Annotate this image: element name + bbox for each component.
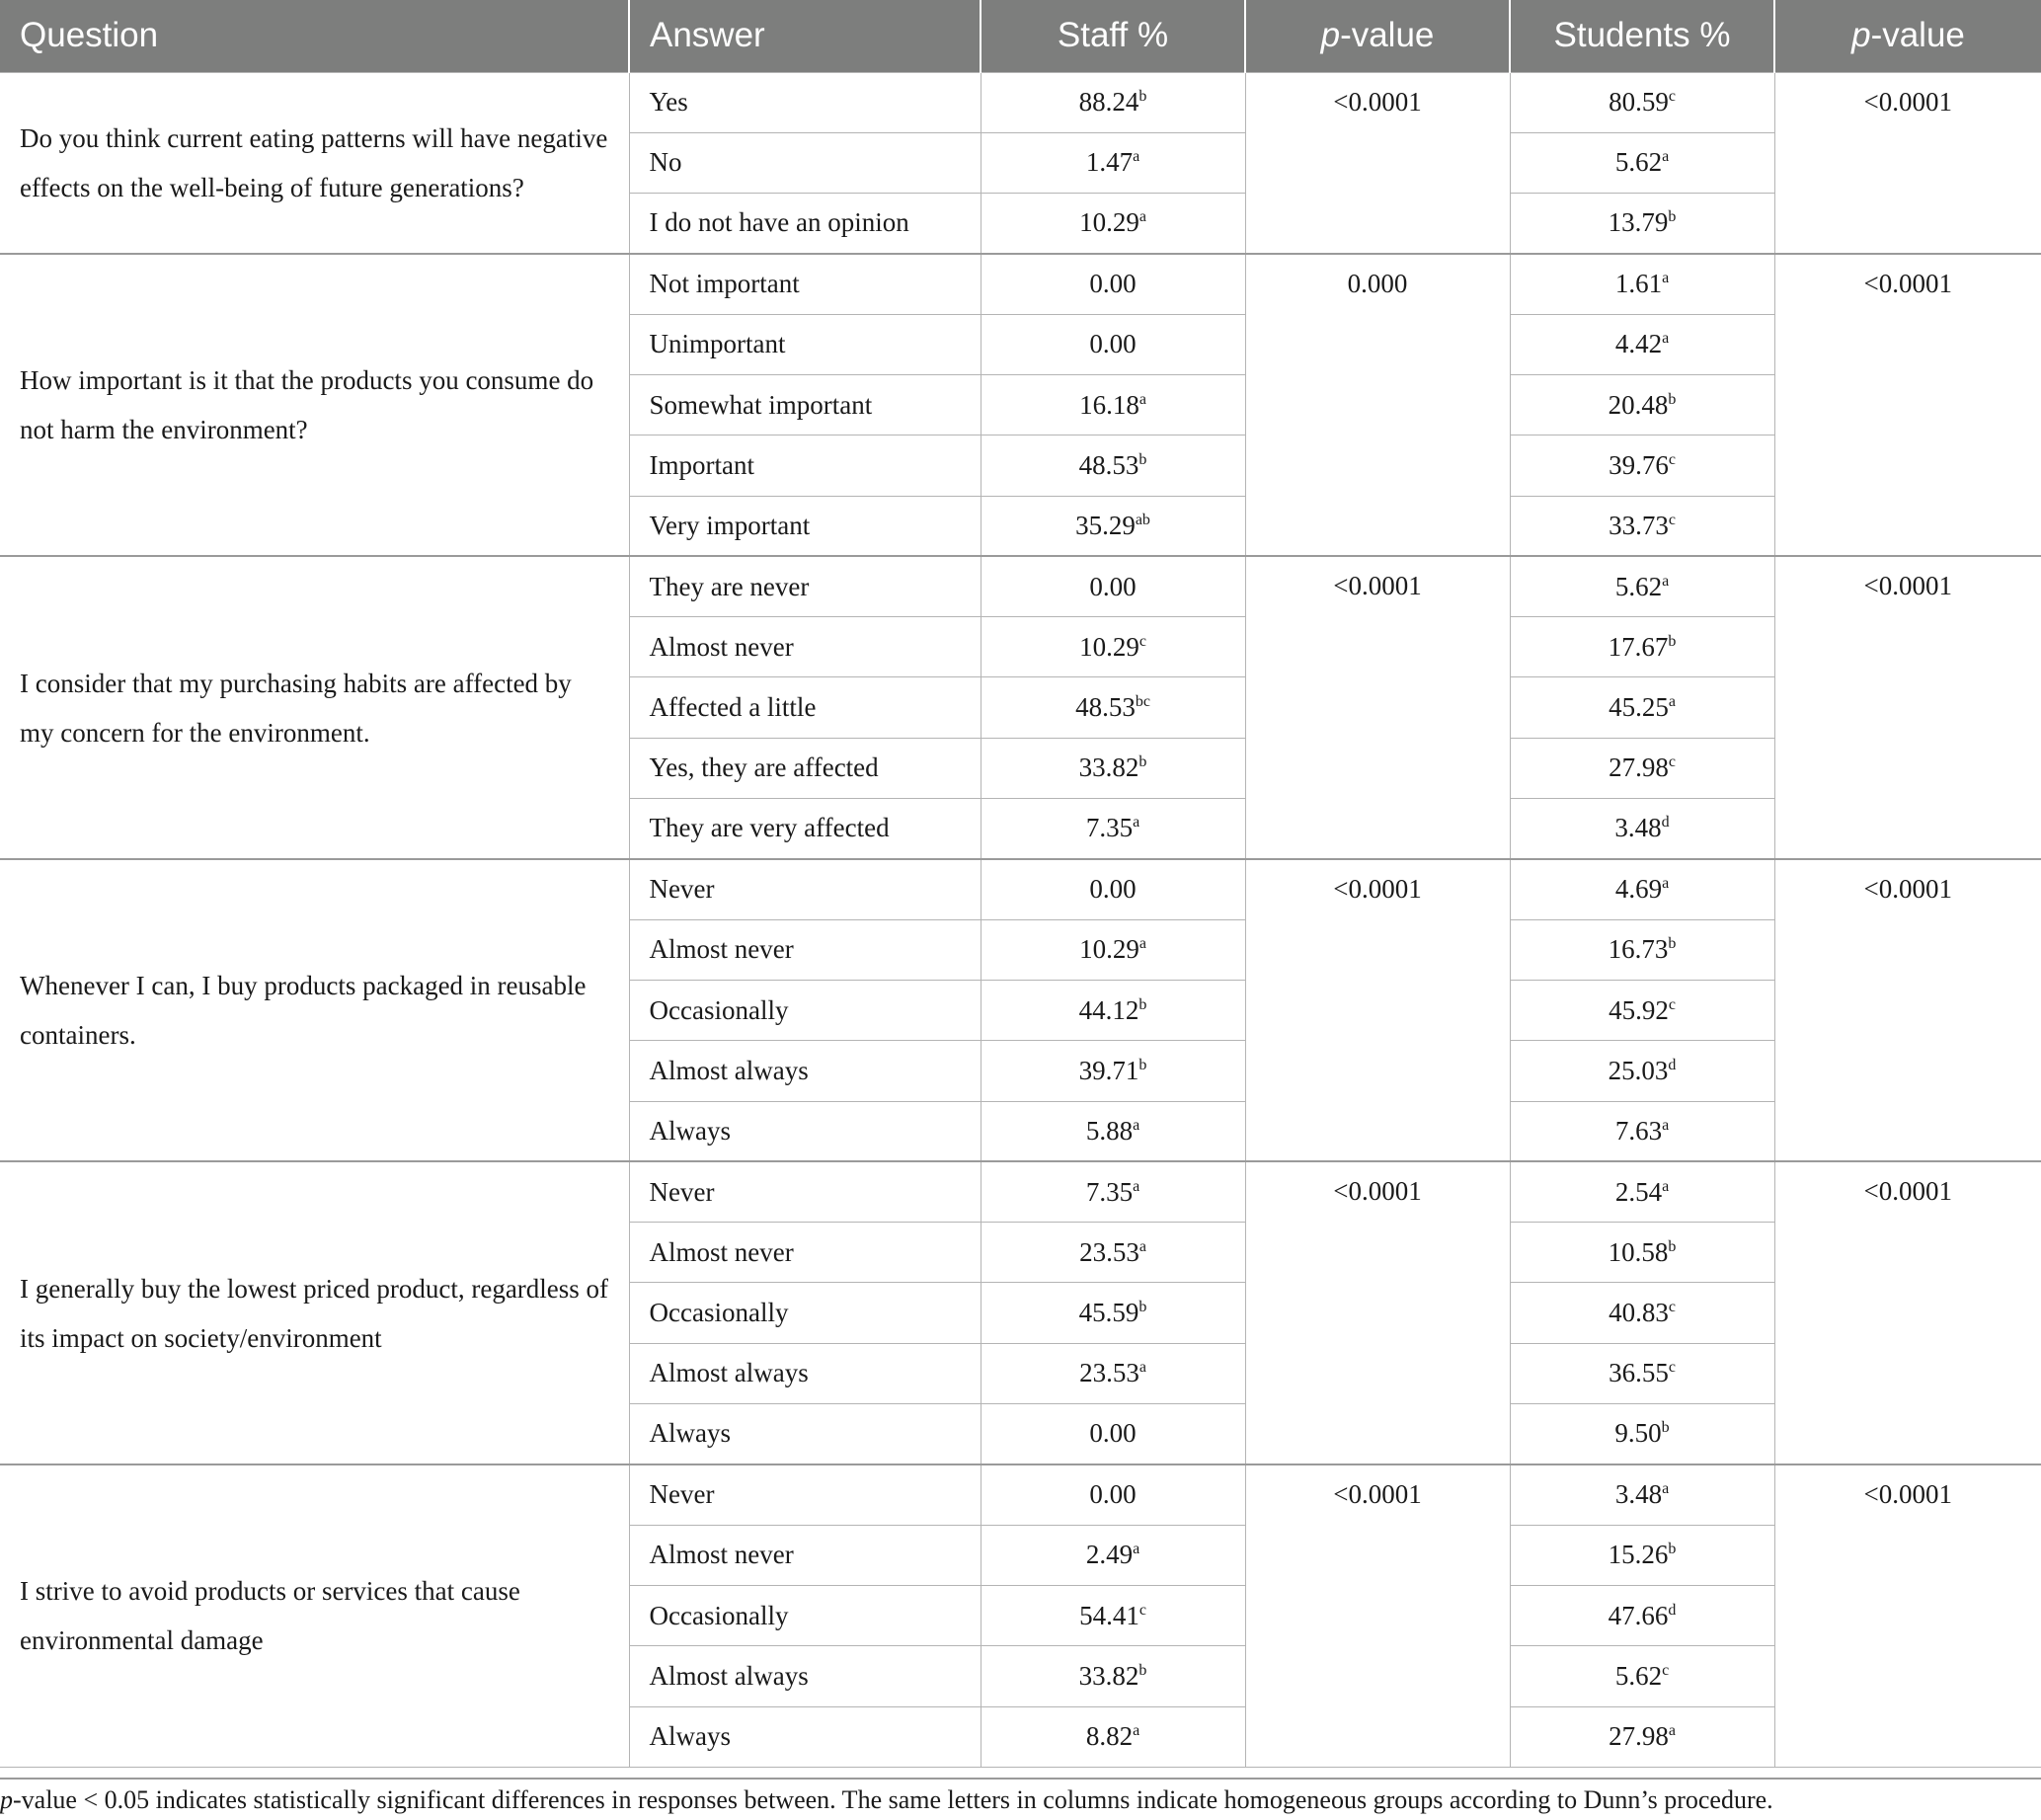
staff-p-value-cell: <0.0001: [1245, 1464, 1510, 1767]
group-letter: a: [1138, 1237, 1146, 1255]
group-letter: a: [1662, 330, 1670, 348]
group-letter: c: [1138, 632, 1146, 650]
answer-cell: Not important: [629, 254, 981, 314]
group-letter: b: [1668, 935, 1677, 953]
staff-percent-cell-value: 0.00: [1089, 329, 1137, 359]
question-cell: How important is it that the products you consume do not harm the environment?: [0, 254, 629, 556]
group-letter: d: [1661, 814, 1670, 831]
staff-percent-cell-value: 16.18: [1079, 389, 1139, 420]
group-letter: b: [1138, 450, 1147, 468]
group-letter: b: [1668, 1237, 1677, 1255]
students-percent-cell-value: 27.98: [1609, 1721, 1669, 1752]
question-cell: I strive to avoid products or services that cause environmental damage: [0, 1464, 629, 1767]
group-letter: a: [1133, 148, 1140, 166]
students-percent-cell: [1510, 1525, 1774, 1585]
group-letter: a: [1662, 1116, 1670, 1134]
group-letter: a: [1138, 1359, 1146, 1377]
staff-percent-cell: [981, 980, 1245, 1040]
students-percent-cell-value: 7.63: [1614, 1115, 1663, 1146]
students-percent-cell-value: 15.26: [1608, 1540, 1669, 1570]
group-letter: a: [1668, 693, 1676, 711]
staff-percent-cell: [981, 1101, 1245, 1161]
staff-percent-cell-value: 10.29: [1079, 207, 1139, 238]
group-letter: b: [1138, 1056, 1147, 1073]
staff-percent-cell: [981, 132, 1245, 193]
students-percent-cell-value: 39.76: [1609, 449, 1669, 480]
answer-cell: Important: [629, 435, 981, 496]
students-percent-cell-value: 3.48: [1614, 1479, 1663, 1510]
students-percent-cell: [1510, 1283, 1774, 1343]
staff-percent-cell: [981, 1646, 1245, 1706]
students-percent-cell: [1510, 1161, 1774, 1222]
staff-percent-cell: [981, 617, 1245, 677]
answer-cell: Never: [629, 1161, 981, 1222]
group-letter: c: [1668, 88, 1676, 106]
group-letter: a: [1138, 935, 1146, 953]
table-body: [0, 72, 2041, 1767]
table-row: [0, 556, 2041, 616]
answer-cell: Somewhat important: [629, 374, 981, 435]
students-percent-cell-value: 45.92: [1609, 994, 1669, 1025]
answer-cell: Unimportant: [629, 314, 981, 374]
table-row: [0, 1464, 2041, 1525]
table-row: [0, 859, 2041, 919]
staff-percent-cell-value: 10.29: [1079, 934, 1139, 965]
students-percent-cell-value: 5.62: [1614, 1660, 1663, 1691]
group-letter: c: [1668, 511, 1676, 528]
students-percent-cell: [1510, 1404, 1774, 1464]
staff-percent-cell-value: 8.82: [1085, 1721, 1134, 1752]
staff-percent-cell-value: 39.71: [1078, 1055, 1139, 1085]
group-letter: b: [1138, 995, 1147, 1013]
staff-percent-cell-value: 44.12: [1078, 994, 1139, 1025]
group-letter: a: [1662, 270, 1670, 287]
question-cell: I generally buy the lowest priced product, regardless of its impact on society/environment: [0, 1161, 629, 1464]
students-p-value-cell: <0.0001: [1774, 556, 2041, 858]
students-percent-cell-value: 45.25: [1609, 692, 1669, 723]
students-percent-cell-value: 80.59: [1609, 87, 1669, 118]
staff-percent-cell: [981, 1525, 1245, 1585]
staff-percent-cell-value: 54.41: [1079, 1600, 1139, 1630]
staff-percent-cell-value: 33.82: [1078, 752, 1139, 783]
staff-percent-cell: [981, 1464, 1245, 1525]
students-percent-cell: [1510, 677, 1774, 738]
students-percent-cell-value: 10.58: [1608, 1236, 1669, 1267]
table-header: [0, 0, 2041, 72]
table-row: [0, 1161, 2041, 1222]
staff-percent-cell-value: 88.24: [1078, 87, 1139, 118]
students-percent-cell-value: 5.62: [1614, 147, 1663, 178]
table-row: [0, 72, 2041, 132]
students-percent-cell: [1510, 194, 1774, 254]
students-percent-cell: [1510, 374, 1774, 435]
students-percent-cell: [1510, 314, 1774, 374]
answer-cell: Always: [629, 1706, 981, 1767]
staff-percent-cell: [981, 1223, 1245, 1283]
staff-percent-cell: [981, 919, 1245, 980]
group-letter: c: [1662, 1661, 1670, 1679]
staff-percent-cell: [981, 556, 1245, 616]
answer-cell: Almost always: [629, 1646, 981, 1706]
students-percent-cell: [1510, 1101, 1774, 1161]
staff-percent-cell-value: 0.00: [1089, 269, 1137, 299]
staff-percent-cell: [981, 1283, 1245, 1343]
students-percent-cell: [1510, 496, 1774, 556]
staff-percent-cell-value: 23.53: [1079, 1358, 1139, 1388]
answer-cell: Affected a little: [629, 677, 981, 738]
staff-p-value-cell: <0.0001: [1245, 1161, 1510, 1464]
group-letter: a: [1662, 1177, 1670, 1195]
staff-percent-cell: [981, 194, 1245, 254]
group-letter: a: [1133, 1116, 1140, 1134]
group-letter: b: [1668, 1541, 1677, 1558]
staff-percent-cell-value: 35.29: [1075, 510, 1136, 540]
staff-percent-cell-value: 48.53: [1075, 692, 1136, 723]
staff-p-value-cell: <0.0001: [1245, 72, 1510, 254]
answer-cell: I do not have an opinion: [629, 194, 981, 254]
group-letter: b: [1138, 1661, 1147, 1679]
students-percent-cell-value: 47.66: [1608, 1600, 1669, 1630]
students-percent-cell-value: 16.73: [1608, 934, 1669, 965]
staff-percent-cell: [981, 374, 1245, 435]
group-letter: a: [1662, 572, 1670, 590]
staff-p-value-cell: <0.0001: [1245, 859, 1510, 1161]
students-p-value-cell: <0.0001: [1774, 72, 2041, 254]
answer-cell: Never: [629, 1464, 981, 1525]
students-percent-cell-value: 5.62: [1614, 571, 1663, 601]
students-percent-cell-value: 33.73: [1609, 510, 1669, 540]
staff-percent-cell: [981, 254, 1245, 314]
group-letter: c: [1668, 1359, 1676, 1377]
staff-percent-cell-value: 0.00: [1089, 571, 1137, 601]
students-percent-cell-value: 13.79: [1608, 207, 1669, 238]
staff-percent-cell-value: 0.00: [1089, 874, 1137, 905]
students-percent-cell: [1510, 132, 1774, 193]
students-percent-cell: [1510, 919, 1774, 980]
staff-percent-cell: [981, 1343, 1245, 1403]
students-percent-cell: [1510, 72, 1774, 132]
group-letter: d: [1668, 1056, 1677, 1073]
answer-cell: Almost never: [629, 1223, 981, 1283]
header-answer: Answer: [629, 0, 981, 72]
students-percent-cell: [1510, 254, 1774, 314]
header-students-percent: Students %: [1510, 0, 1774, 72]
answer-cell: Almost never: [629, 919, 981, 980]
group-letter: c: [1668, 1299, 1676, 1316]
students-p-value-cell: <0.0001: [1774, 254, 2041, 556]
footnote-p-label: p: [0, 1785, 13, 1814]
staff-percent-cell: [981, 1161, 1245, 1222]
students-percent-cell-value: 27.98: [1609, 752, 1669, 783]
question-cell: I consider that my purchasing habits are affected by my concern for the environment.: [0, 556, 629, 858]
group-letter: a: [1138, 208, 1146, 226]
students-percent-cell: [1510, 980, 1774, 1040]
students-percent-cell: [1510, 1464, 1774, 1525]
staff-percent-cell: [981, 1585, 1245, 1645]
table-footnote: [0, 1778, 2041, 1815]
students-percent-cell-value: 4.69: [1614, 874, 1663, 905]
students-percent-cell-value: 4.42: [1614, 329, 1663, 359]
staff-percent-cell: [981, 738, 1245, 798]
group-letter: a: [1662, 148, 1670, 166]
students-percent-cell-value: 2.54: [1614, 1176, 1663, 1207]
header-staff-p-value: p-value: [1245, 0, 1510, 72]
students-percent-cell-value: 25.03: [1608, 1055, 1669, 1085]
staff-percent-cell: [981, 435, 1245, 496]
group-letter: b: [1138, 753, 1147, 771]
group-letter: b: [1668, 390, 1677, 408]
group-letter: a: [1133, 814, 1140, 831]
students-percent-cell: [1510, 1343, 1774, 1403]
staff-p-value-cell: <0.0001: [1245, 556, 1510, 858]
staff-percent-cell-value: 2.49: [1085, 1540, 1134, 1570]
students-percent-cell: [1510, 435, 1774, 496]
students-percent-cell: [1510, 859, 1774, 919]
staff-percent-cell-value: 45.59: [1078, 1298, 1139, 1328]
answer-cell: Almost never: [629, 1525, 981, 1585]
group-letter: d: [1668, 1601, 1677, 1619]
students-percent-cell-value: 3.48: [1614, 813, 1662, 843]
question-cell: Whenever I can, I buy products packaged in reusable containers.: [0, 859, 629, 1161]
answer-cell: They are very affected: [629, 799, 981, 859]
group-letter: a: [1662, 875, 1670, 893]
header-question: Question: [0, 0, 629, 72]
students-p-value-cell: <0.0001: [1774, 1161, 2041, 1464]
group-letter: b: [1661, 1419, 1670, 1437]
students-percent-cell-value: 36.55: [1609, 1358, 1669, 1388]
footnote-text: -value < 0.05 indicates statistically significant differences in responses between. The same letters in columns indicate homogeneous groups according to Dunn’s procedure.: [13, 1785, 1773, 1814]
answer-cell: No: [629, 132, 981, 193]
students-percent-cell-value: 40.83: [1609, 1298, 1669, 1328]
group-letter: c: [1138, 1601, 1146, 1619]
group-letter: c: [1668, 753, 1676, 771]
p-italic: p: [1320, 16, 1341, 55]
header-students-p-value: p-value: [1774, 0, 2041, 72]
students-percent-cell-value: 17.67: [1608, 631, 1669, 662]
group-letter: a: [1133, 1722, 1140, 1740]
students-p-value-cell: <0.0001: [1774, 1464, 2041, 1767]
students-percent-cell: [1510, 738, 1774, 798]
staff-percent-cell-value: 0.00: [1089, 1418, 1137, 1449]
group-letter: b: [1668, 208, 1677, 226]
group-letter: c: [1668, 995, 1676, 1013]
table-row: [0, 254, 2041, 314]
group-letter: a: [1668, 1722, 1676, 1740]
students-percent-cell: [1510, 1585, 1774, 1645]
group-letter: bc: [1135, 693, 1150, 711]
answer-cell: Always: [629, 1404, 981, 1464]
students-percent-cell-value: 20.48: [1608, 389, 1669, 420]
students-percent-cell: [1510, 799, 1774, 859]
staff-percent-cell-value: 1.47: [1085, 147, 1134, 178]
students-percent-cell-value: 1.61: [1614, 269, 1663, 299]
answer-cell: Occasionally: [629, 1585, 981, 1645]
p-italic: p: [1851, 16, 1871, 55]
group-letter: a: [1133, 1177, 1140, 1195]
staff-percent-cell: [981, 799, 1245, 859]
answer-cell: Occasionally: [629, 1283, 981, 1343]
staff-percent-cell-value: 0.00: [1089, 1479, 1137, 1510]
header-row: [0, 0, 2041, 72]
staff-percent-cell-value: 7.35: [1085, 1176, 1134, 1207]
group-letter: a: [1138, 390, 1146, 408]
answer-cell: Yes, they are affected: [629, 738, 981, 798]
header-staff-percent: Staff %: [981, 0, 1245, 72]
staff-percent-cell: [981, 1404, 1245, 1464]
staff-percent-cell-value: 48.53: [1078, 449, 1139, 480]
answer-cell: Never: [629, 859, 981, 919]
staff-percent-cell: [981, 72, 1245, 132]
group-letter: ab: [1135, 511, 1150, 528]
group-letter: b: [1668, 632, 1677, 650]
answer-cell: Always: [629, 1101, 981, 1161]
staff-percent-cell: [981, 314, 1245, 374]
answer-cell: Occasionally: [629, 980, 981, 1040]
students-p-value-cell: <0.0001: [1774, 859, 2041, 1161]
answer-cell: Almost always: [629, 1343, 981, 1403]
staff-percent-cell-value: 10.29: [1079, 631, 1139, 662]
staff-percent-cell-value: 23.53: [1079, 1236, 1139, 1267]
staff-percent-cell: [981, 1706, 1245, 1767]
answer-cell: Yes: [629, 72, 981, 132]
staff-p-value-cell: 0.000: [1245, 254, 1510, 556]
group-letter: a: [1133, 1541, 1140, 1558]
students-percent-cell-value: 9.50: [1614, 1418, 1662, 1449]
students-percent-cell: [1510, 617, 1774, 677]
students-percent-cell: [1510, 1223, 1774, 1283]
group-letter: c: [1668, 450, 1676, 468]
students-percent-cell: [1510, 556, 1774, 616]
staff-percent-cell: [981, 1041, 1245, 1101]
staff-percent-cell: [981, 496, 1245, 556]
question-cell: Do you think current eating patterns will have negative effects on the well-being of future generations?: [0, 72, 629, 254]
staff-percent-cell: [981, 859, 1245, 919]
staff-percent-cell-value: 5.88: [1085, 1115, 1134, 1146]
answer-cell: Very important: [629, 496, 981, 556]
group-letter: a: [1662, 1480, 1670, 1498]
staff-percent-cell-value: 33.82: [1078, 1660, 1139, 1691]
answer-cell: They are never: [629, 556, 981, 616]
staff-percent-cell: [981, 677, 1245, 738]
answer-cell: Almost never: [629, 617, 981, 677]
students-percent-cell: [1510, 1646, 1774, 1706]
staff-percent-cell-value: 7.35: [1085, 813, 1134, 843]
group-letter: b: [1138, 88, 1147, 106]
group-letter: b: [1138, 1299, 1147, 1316]
students-percent-cell: [1510, 1041, 1774, 1101]
students-percent-cell: [1510, 1706, 1774, 1767]
answer-cell: Almost always: [629, 1041, 981, 1101]
